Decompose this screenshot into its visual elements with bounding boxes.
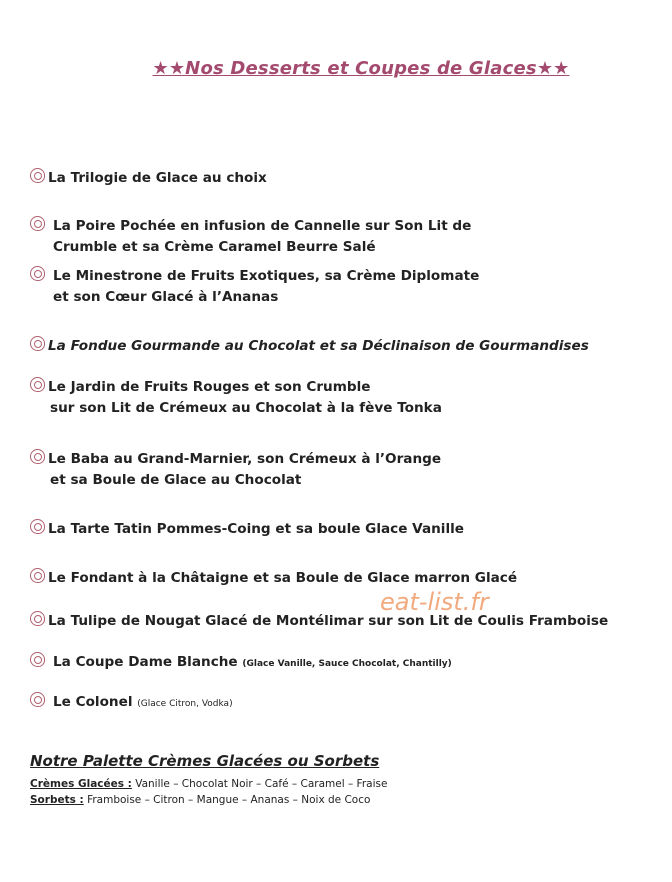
dessert-item-text: La Tulipe de Nougat Glacé de Montélimar sur son Lit de Coulis Framboise — [48, 613, 609, 629]
dessert-item-10 — [30, 652, 650, 675]
page-title: ★★Nos Desserts et Coupes de Glaces★★ — [152, 58, 570, 79]
dessert-item-text: Le Minestrone de Fruits Exotiques, sa Crème Diplomate — [53, 268, 480, 284]
dessert-item-text: La Trilogie de Glace au choix — [48, 170, 267, 186]
dessert-bullet-icon — [30, 216, 45, 231]
dessert-item-text: La Fondue Gourmande au Chocolat et sa Déclinaison de Gourmandises — [48, 338, 589, 354]
dessert-bullet-icon — [30, 692, 45, 707]
dessert-item-1 — [30, 168, 650, 189]
dessert-item-11 — [30, 692, 650, 715]
dessert-bullet-icon — [30, 652, 45, 667]
dessert-item-2 — [30, 216, 650, 258]
cremes-label: Crèmes Glacées : — [30, 778, 132, 790]
dessert-item-6 — [30, 449, 650, 491]
dessert-item-9 — [30, 611, 650, 632]
dessert-bullet-icon — [30, 266, 45, 281]
palette-cremes-row — [30, 778, 387, 790]
palette-sorbets-row — [30, 794, 370, 806]
dessert-item-4 — [30, 336, 650, 357]
dessert-bullet-icon — [30, 449, 45, 464]
dessert-item-note: (Glace Citron, Vodka) — [137, 699, 233, 709]
dessert-bullet-icon — [30, 611, 45, 626]
dessert-item-8 — [30, 568, 650, 589]
dessert-item-note: (Glace Vanille, Sauce Chocolat, Chantilly) — [242, 659, 452, 669]
dessert-item-text: La Poire Pochée en infusion de Cannelle sur Son Lit de — [53, 218, 472, 234]
dessert-item-3 — [30, 266, 650, 308]
dessert-item-text: Le Colonel — [53, 694, 133, 710]
dessert-bullet-icon — [30, 168, 45, 183]
dessert-item-text: Le Baba au Grand-Marnier, son Crémeux à l’Orange — [48, 451, 442, 467]
dessert-item-text-line2: et son Cœur Glacé à l’Ananas — [53, 289, 279, 305]
dessert-item-text-line2: Crumble et sa Crème Caramel Beurre Salé — [53, 239, 376, 255]
dessert-item-text: Le Jardin de Fruits Rouges et son Crumble — [48, 379, 371, 395]
dessert-item-text-line2: et sa Boule de Glace au Chocolat — [50, 472, 302, 488]
dessert-item-text: Le Fondant à la Châtaigne et sa Boule de Glace marron Glacé — [48, 570, 518, 586]
sorbets-values: Framboise – Citron – Mangue – Ananas – Noix de Coco — [87, 794, 371, 806]
cremes-values: Vanille – Chocolat Noir – Café – Caramel – Fraise — [135, 778, 388, 790]
watermark: eat-list.fr — [380, 588, 489, 616]
palette-title: Notre Palette Crèmes Glacées ou Sorbets — [30, 752, 380, 770]
dessert-bullet-icon — [30, 377, 45, 392]
dessert-item-text-line2: sur son Lit de Crémeux au Chocolat à la fève Tonka — [50, 400, 442, 416]
sorbets-label: Sorbets : — [30, 794, 84, 806]
dessert-bullet-icon — [30, 519, 45, 534]
dessert-item-text: La Coupe Dame Blanche — [53, 654, 238, 670]
dessert-bullet-icon — [30, 336, 45, 351]
dessert-item-5 — [30, 377, 650, 419]
dessert-item-7 — [30, 519, 650, 540]
dessert-item-text: La Tarte Tatin Pommes-Coing et sa boule Glace Vanille — [48, 521, 465, 537]
dessert-bullet-icon — [30, 568, 45, 583]
